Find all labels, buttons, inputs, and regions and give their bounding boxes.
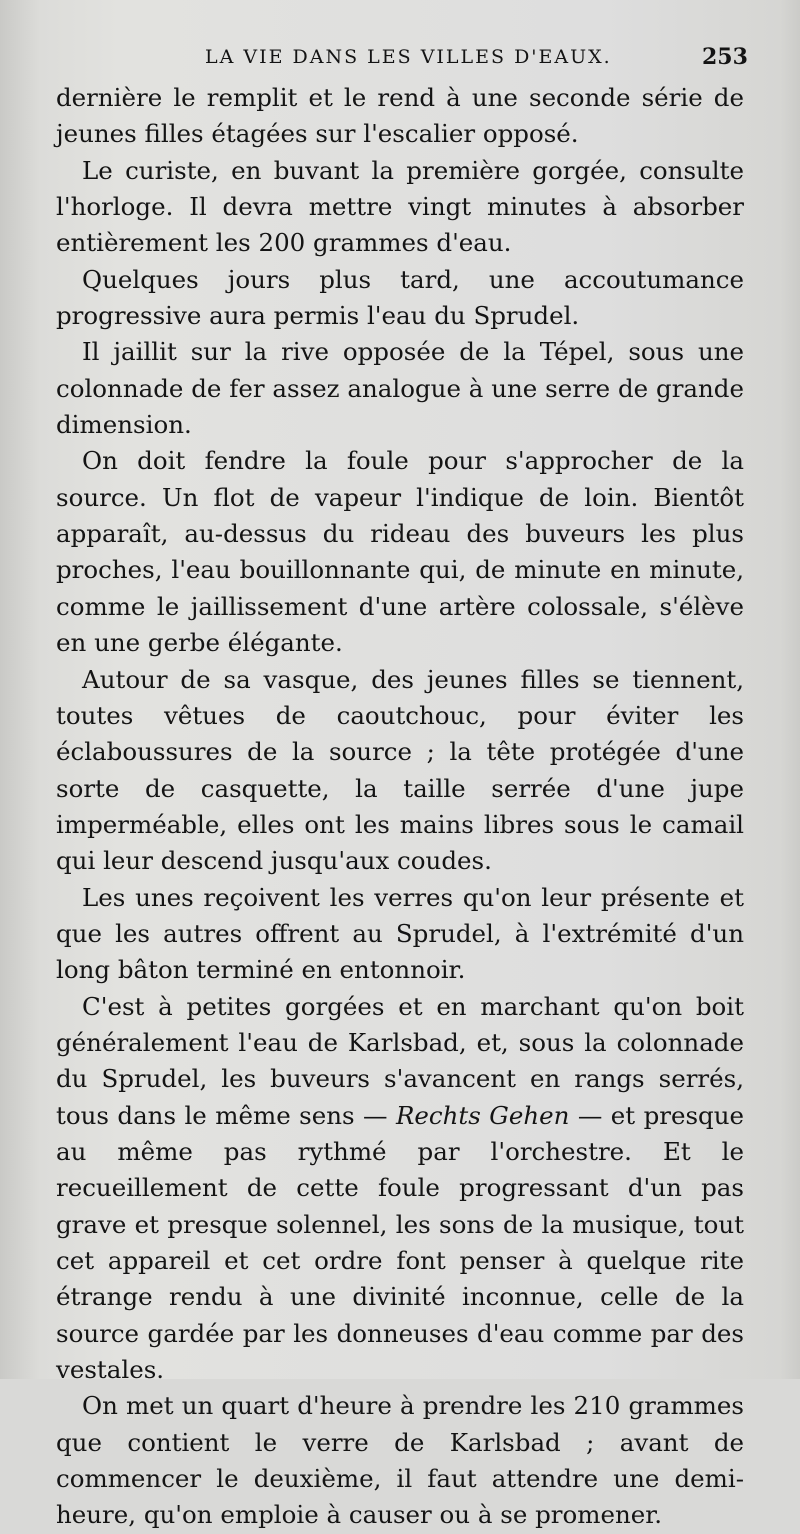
paragraph-gorgees-after: — et presque au même pas rythmé par l'orchestre. Et le recueillement de cette foule progressant d'un pas grave et presque solennel, les sons de la musique, tout cet appareil et cet ordre font penser à quelque rite étrange rendu à une divinité inconnue, celle de la source gardée par les donneuses d'eau comme par des vestales. [56,1100,745,1385]
paragraph-vasque: Autour de sa vasque, des jeunes filles se tiennent, toutes vêtues de caoutchouc, pour éviter les éclaboussures de la source ; la tête protégée d'une sorte de casquette, la taille serrée d'une jupe imperméable, elles ont les mains libres sous le camail qui leur descend jusqu'aux coudes. [56,664,744,876]
running-title: LA VIE DANS LES VILLES D'EAUX. [205,46,612,68]
paragraph-verres: Les unes reçoivent les verres qu'on leur présente et que les autres offrent au Sprudel, à l'extrémité d'un long bâton terminé en entonnoir. [56,882,744,985]
page-header [0,44,800,74]
paragraph-gorgees [56,989,744,1389]
paragraph-source: On doit fendre la foule pour s'approcher de la source. Un flot de vapeur l'indique de loin. Bientôt apparaît, au-dessus du rideau des buveurs les plus proches, l'eau bouillonnante qui, de minute en minute, comme le jaillissement d'une artère colossale, s'élève en une gerbe élégante. [56,446,744,658]
rechts-gehen-emphasis: Rechts Gehen [395,1100,570,1130]
paragraph-gorgees-before: C'est à petites gorgées et en marchant qu'on boit généralement l'eau de Karlsbad, et, sous la colonnade du Sprudel, les buveurs s'avancent en rangs serrés, tous dans le même sens — [56,991,744,1130]
page-number: 253 [702,44,748,70]
paragraph-quart-heure: On met un quart d'heure à prendre les 210 grammes que contient le verre de Karlsbad ; avant de commencer le deuxième, il faut attendre une demi-heure, qu'on emploie à causer ou à se promener. [56,1391,744,1530]
paragraph-curiste: Le curiste, en buvant la première gorgée, consulte l'horloge. Il devra mettre vingt minutes à absorber entièrement les 200 grammes d'eau. [56,155,744,258]
paragraph-tepel: Il jaillit sur la rive opposée de la Tépel, sous une colonnade de fer assez analogue à une serre de grande dimension. [56,337,744,440]
paragraph-continued: dernière le remplit et le rend à une seconde série de jeunes filles étagées sur l'escalier opposé. [56,83,744,149]
paragraph-accoutumance: Quelques jours plus tard, une accoutumance progressive aura permis l'eau du Sprudel. [56,264,744,331]
body-text [56,80,744,1534]
